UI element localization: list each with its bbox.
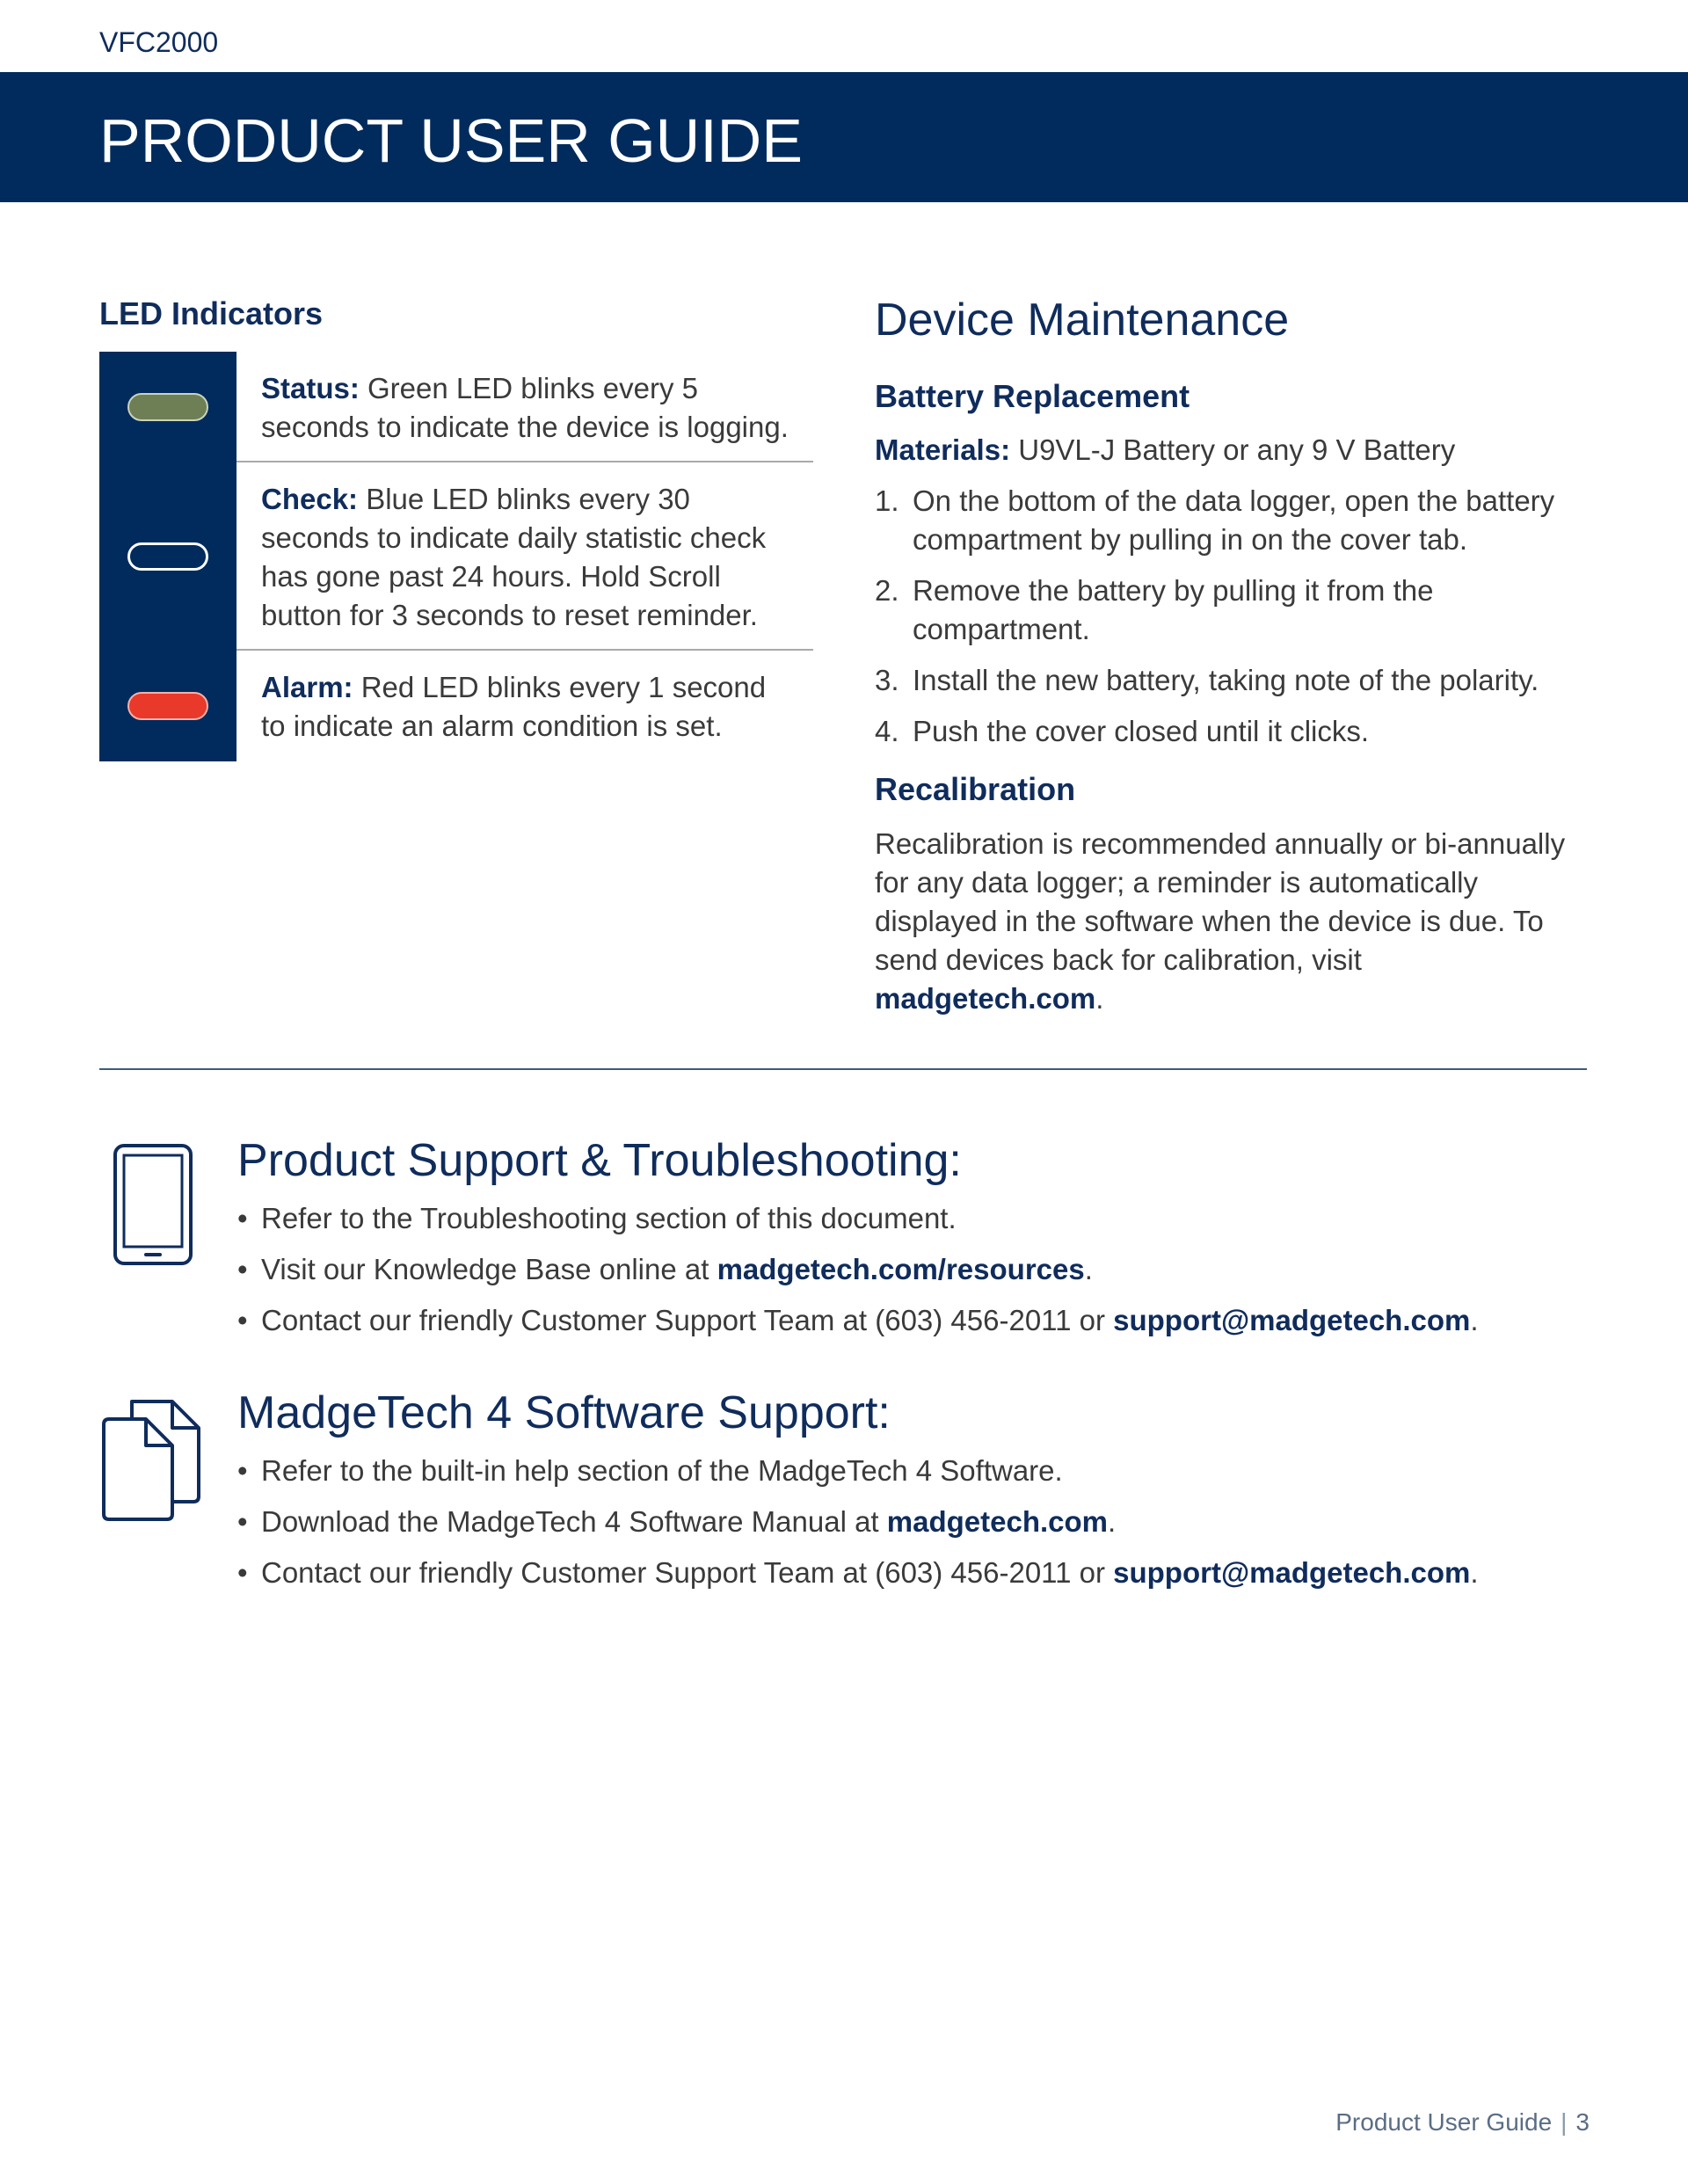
led-description bbox=[236, 651, 813, 761]
list-item bbox=[237, 1452, 1609, 1490]
list-item bbox=[237, 1301, 1609, 1340]
led-row-alarm bbox=[99, 651, 813, 761]
red-led-icon bbox=[127, 692, 208, 720]
bullet-end: . bbox=[1470, 1304, 1479, 1336]
recal-body: Recalibration is recommended annually or bi-annually for any data logger; a reminder is automatically displayed in the software when the device is due. To send devices back for calibration, visit bbox=[875, 827, 1566, 976]
step-text: Install the new battery, taking note of the polarity. bbox=[913, 664, 1539, 696]
recal-end: . bbox=[1095, 982, 1104, 1015]
led-indicator-table bbox=[99, 352, 813, 761]
list-item bbox=[875, 661, 1613, 700]
product-support-list bbox=[237, 1199, 1609, 1352]
bullet-text: Contact our friendly Customer Support Team at (603) 456-2011 or bbox=[261, 1556, 1114, 1589]
bullet-text: Refer to the built-in help section of the MadgeTech 4 Software. bbox=[261, 1454, 1063, 1487]
green-led-icon bbox=[127, 393, 208, 421]
led-indicators-heading: LED Indicators bbox=[99, 295, 324, 331]
bullet-text: Contact our friendly Customer Support Team at (603) 456-2011 or bbox=[261, 1304, 1114, 1336]
page-title: PRODUCT USER GUIDE bbox=[99, 106, 803, 175]
support-email-link[interactable]: support@madgetech.com bbox=[1113, 1556, 1471, 1589]
bullet-text: Download the MadgeTech 4 Software Manual at bbox=[261, 1505, 887, 1538]
bullet-text: Refer to the Troubleshooting section of this document. bbox=[261, 1202, 957, 1234]
madgetech-link[interactable]: madgetech.com bbox=[886, 1505, 1109, 1538]
list-item bbox=[875, 571, 1613, 649]
documents-icon bbox=[100, 1398, 204, 1523]
section-divider bbox=[99, 1068, 1587, 1070]
led-row-status bbox=[99, 352, 813, 462]
bullet-text: Visit our Knowledge Base online at bbox=[261, 1253, 717, 1285]
led-text: Green LED blinks every 5 seconds to indicate the device is logging. bbox=[261, 372, 789, 443]
led-swatch-cell bbox=[99, 462, 236, 651]
battery-replacement-heading: Battery Replacement bbox=[875, 378, 1190, 414]
software-support-title: MadgeTech 4 Software Support: bbox=[237, 1387, 891, 1438]
title-banner bbox=[0, 72, 1688, 202]
list-item bbox=[237, 1503, 1609, 1541]
page-footer bbox=[1335, 2108, 1590, 2137]
list-item bbox=[875, 712, 1613, 751]
led-swatch-cell bbox=[99, 651, 236, 761]
led-label: Alarm: bbox=[261, 671, 353, 703]
led-row-check bbox=[99, 462, 813, 651]
led-label: Check: bbox=[261, 483, 359, 515]
led-label: Status: bbox=[261, 372, 360, 404]
list-item bbox=[875, 482, 1613, 559]
list-item bbox=[237, 1199, 1609, 1238]
step-number: 4. bbox=[875, 715, 899, 747]
bullet-end: . bbox=[1470, 1556, 1479, 1589]
list-item bbox=[237, 1250, 1609, 1289]
recalibration-text bbox=[875, 825, 1596, 1018]
madgetech-link[interactable]: madgetech.com bbox=[875, 982, 1096, 1015]
resources-link[interactable]: madgetech.com/resources bbox=[717, 1253, 1085, 1285]
led-text: Blue LED blinks every 30 seconds to indicate daily statistic check has gone past 24 hours. Hold Scroll button for 3 seconds to reset reminder. bbox=[261, 483, 767, 631]
materials-text: U9VL-J Battery or any 9 V Battery bbox=[1010, 433, 1456, 466]
support-email-link[interactable]: support@madgetech.com bbox=[1113, 1304, 1471, 1336]
recalibration-heading: Recalibration bbox=[875, 771, 1076, 807]
step-text: Push the cover closed until it clicks. bbox=[913, 715, 1370, 747]
step-text: Remove the battery by pulling it from the compartment. bbox=[913, 574, 1434, 645]
bullet-end: . bbox=[1084, 1253, 1093, 1285]
led-description bbox=[236, 462, 813, 651]
materials-line bbox=[875, 433, 1455, 467]
step-number: 1. bbox=[875, 484, 899, 517]
led-description bbox=[236, 352, 813, 462]
document-code: VFC2000 bbox=[99, 26, 219, 58]
step-number: 2. bbox=[875, 574, 899, 607]
page-number: 3 bbox=[1575, 2108, 1590, 2136]
product-support-title: Product Support & Troubleshooting: bbox=[237, 1135, 962, 1186]
led-text: Red LED blinks every 1 second to indicate an alarm condition is set. bbox=[261, 671, 767, 742]
device-maintenance-title: Device Maintenance bbox=[875, 295, 1290, 346]
step-text: On the bottom of the data logger, open the battery compartment by pulling in on the cover tab. bbox=[913, 484, 1555, 556]
battery-steps-list bbox=[875, 482, 1613, 763]
materials-label: Materials: bbox=[875, 433, 1011, 466]
bullet-end: . bbox=[1108, 1505, 1117, 1538]
software-support-list bbox=[237, 1452, 1609, 1605]
footer-separator: | bbox=[1561, 2108, 1568, 2136]
led-swatch-cell bbox=[99, 352, 236, 462]
blue-led-icon bbox=[127, 542, 208, 571]
step-number: 3. bbox=[875, 664, 899, 696]
list-item bbox=[237, 1554, 1609, 1592]
tablet-icon bbox=[113, 1143, 193, 1266]
footer-label: Product User Guide bbox=[1335, 2108, 1553, 2136]
